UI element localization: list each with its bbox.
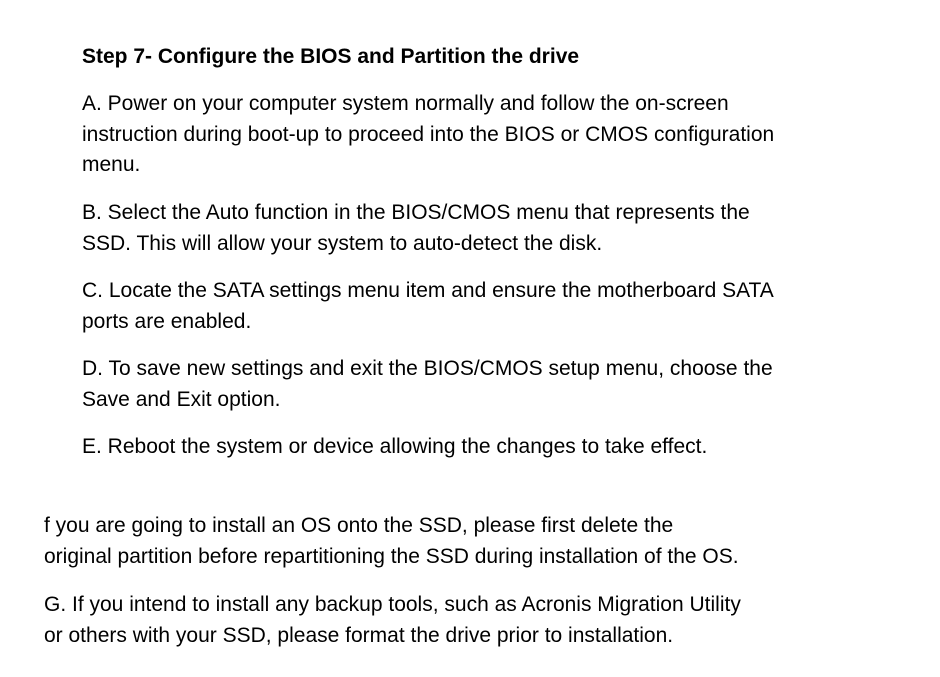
step-b-line-2: SSD. This will allow your system to auto-detect the disk.	[82, 231, 603, 255]
step-d-line-2: Save and Exit option.	[82, 387, 281, 411]
note-g-line-2: or others with your SSD, please format the drive prior to installation.	[44, 623, 674, 647]
step-c-paragraph	[82, 276, 774, 337]
step-a-paragraph	[82, 89, 774, 181]
step-d-line-1: D. To save new settings and exit the BIOS/CMOS setup menu, choose the	[82, 357, 773, 380]
note-f-paragraph	[44, 511, 739, 572]
step-b-line-1: B. Select the Auto function in the BIOS/CMOS menu that represents the	[82, 201, 750, 224]
section-heading: Step 7- Configure the BIOS and Partition the drive	[82, 45, 580, 68]
note-f-line-1: f you are going to install an OS onto the SSD, please first delete the	[44, 514, 674, 537]
step-e-paragraph	[82, 432, 707, 463]
step-c-line-2: ports are enabled.	[82, 309, 252, 333]
step-c-line-1: C. Locate the SATA settings menu item and ensure the motherboard SATA	[82, 279, 774, 302]
note-f-line-2: original partition before repartitioning the SSD during installation of the OS.	[44, 544, 739, 568]
step-a-line-2: instruction during boot-up to proceed into the BIOS or CMOS configuration	[82, 122, 775, 146]
note-g-paragraph	[44, 590, 741, 651]
step-d-paragraph	[82, 354, 773, 415]
note-g-line-1: G. If you intend to install any backup tools, such as Acronis Migration Utility	[44, 593, 741, 616]
step-a-line-1: A. Power on your computer system normally and follow the on-screen	[82, 92, 729, 115]
step-a-line-3: menu.	[82, 153, 141, 176]
step-b-paragraph	[82, 198, 750, 259]
step-e-line-1: E. Reboot the system or device allowing the changes to take effect.	[82, 435, 708, 458]
